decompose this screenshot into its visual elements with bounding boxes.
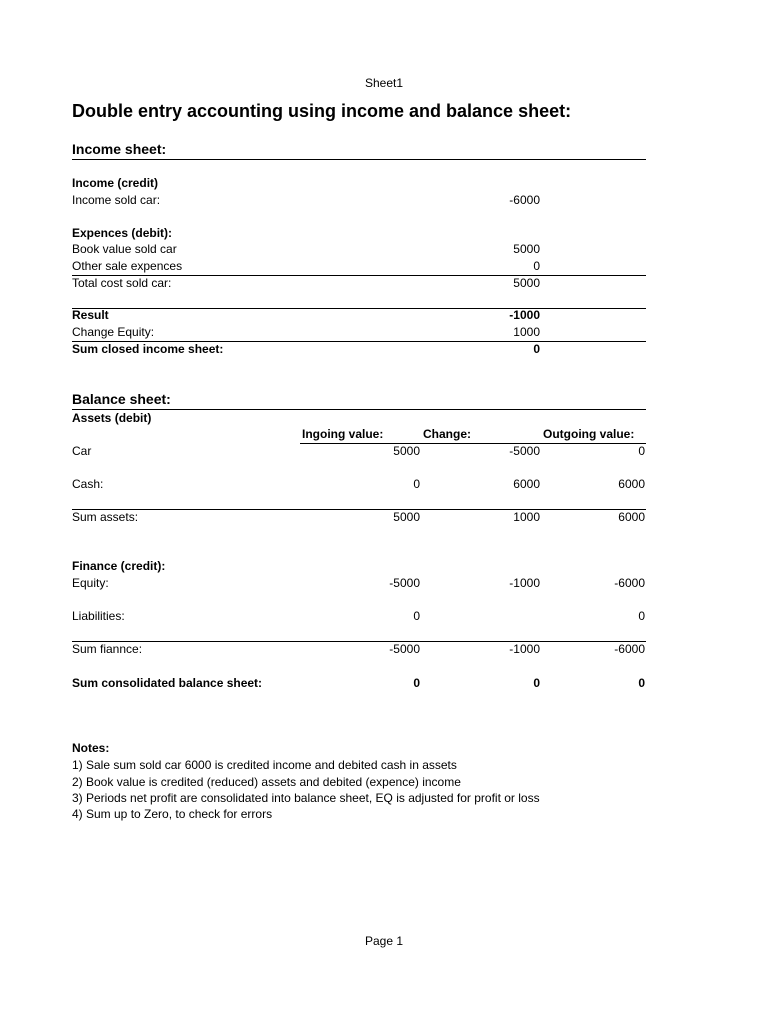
car-ingoing: 5000 (393, 444, 420, 458)
sum-assets-outgoing: 6000 (618, 510, 645, 524)
sum-consolidated-change: 0 (533, 676, 540, 690)
page-number: Page 1 (364, 934, 404, 948)
result-label: Result (72, 308, 109, 322)
other-expences-value: 0 (533, 259, 540, 273)
car-outgoing: 0 (638, 444, 645, 458)
document-title: Double entry accounting using income and balance sheet: (72, 101, 572, 121)
book-value-label: Book value sold car (72, 242, 177, 256)
liabilities-label: Liabilities: (72, 609, 125, 623)
sum-assets-change: 1000 (513, 510, 540, 524)
income-sold-car-value: -6000 (509, 193, 540, 207)
note-item: 1) Sale sum sold car 6000 is credited income and debited cash in assets (72, 758, 457, 772)
sum-closed-income-value: 0 (533, 342, 540, 356)
sheet-name: Sheet1 (364, 76, 404, 90)
expences-debit-heading: Expences (debit): (72, 226, 173, 240)
divider (72, 308, 646, 309)
col-ingoing-header: Ingoing value: (302, 427, 384, 441)
result-value: -1000 (509, 308, 540, 322)
liabilities-outgoing: 0 (638, 609, 645, 623)
other-expences-label: Other sale expences (72, 259, 183, 273)
sum-assets-ingoing: 5000 (393, 510, 420, 524)
equity-label: Equity: (72, 576, 109, 590)
change-equity-value: 1000 (513, 325, 540, 339)
equity-change: -1000 (509, 576, 540, 590)
sum-consolidated-label: Sum consolidated balance sheet: (72, 676, 263, 690)
liabilities-ingoing: 0 (413, 609, 420, 623)
cash-ingoing: 0 (413, 477, 420, 491)
sum-assets-label: Sum assets: (72, 510, 139, 524)
note-item: 3) Periods net profit are consolidated into balance sheet, EQ is adjusted for profit or loss (72, 791, 540, 805)
sum-finance-label: Sum fiannce: (72, 642, 143, 656)
balance-sheet-heading: Balance sheet: (72, 391, 171, 407)
sum-closed-income-label: Sum closed income sheet: (72, 342, 224, 356)
sum-finance-outgoing: -6000 (614, 642, 645, 656)
income-sheet-heading: Income sheet: (72, 141, 167, 157)
total-cost-label: Total cost sold car: (72, 276, 172, 290)
equity-ingoing: -5000 (389, 576, 420, 590)
sum-finance-change: -1000 (509, 642, 540, 656)
notes-heading: Notes: (72, 741, 110, 755)
col-change-header: Change: (423, 427, 471, 441)
cash-outgoing: 6000 (618, 477, 645, 491)
sum-consolidated-outgoing: 0 (638, 676, 645, 690)
sum-finance-ingoing: -5000 (389, 642, 420, 656)
col-outgoing-header: Outgoing value: (543, 427, 635, 441)
car-change: -5000 (509, 444, 540, 458)
note-item: 2) Book value is credited (reduced) assets and debited (expence) income (72, 775, 461, 789)
equity-outgoing: -6000 (614, 576, 645, 590)
total-cost-value: 5000 (513, 276, 540, 290)
note-item: 4) Sum up to Zero, to check for errors (72, 807, 273, 821)
change-equity-label: Change Equity: (72, 325, 155, 339)
cash-label: Cash: (72, 477, 104, 491)
car-label: Car (72, 444, 92, 458)
finance-credit-heading: Finance (credit): (72, 559, 166, 573)
income-sold-car-label: Income sold car: (72, 193, 161, 207)
sum-consolidated-ingoing: 0 (413, 676, 420, 690)
income-credit-heading: Income (credit) (72, 176, 159, 190)
assets-debit-heading: Assets (debit) (72, 411, 152, 425)
divider (72, 409, 646, 410)
book-value-value: 5000 (513, 242, 540, 256)
divider (72, 159, 646, 160)
cash-change: 6000 (513, 477, 540, 491)
